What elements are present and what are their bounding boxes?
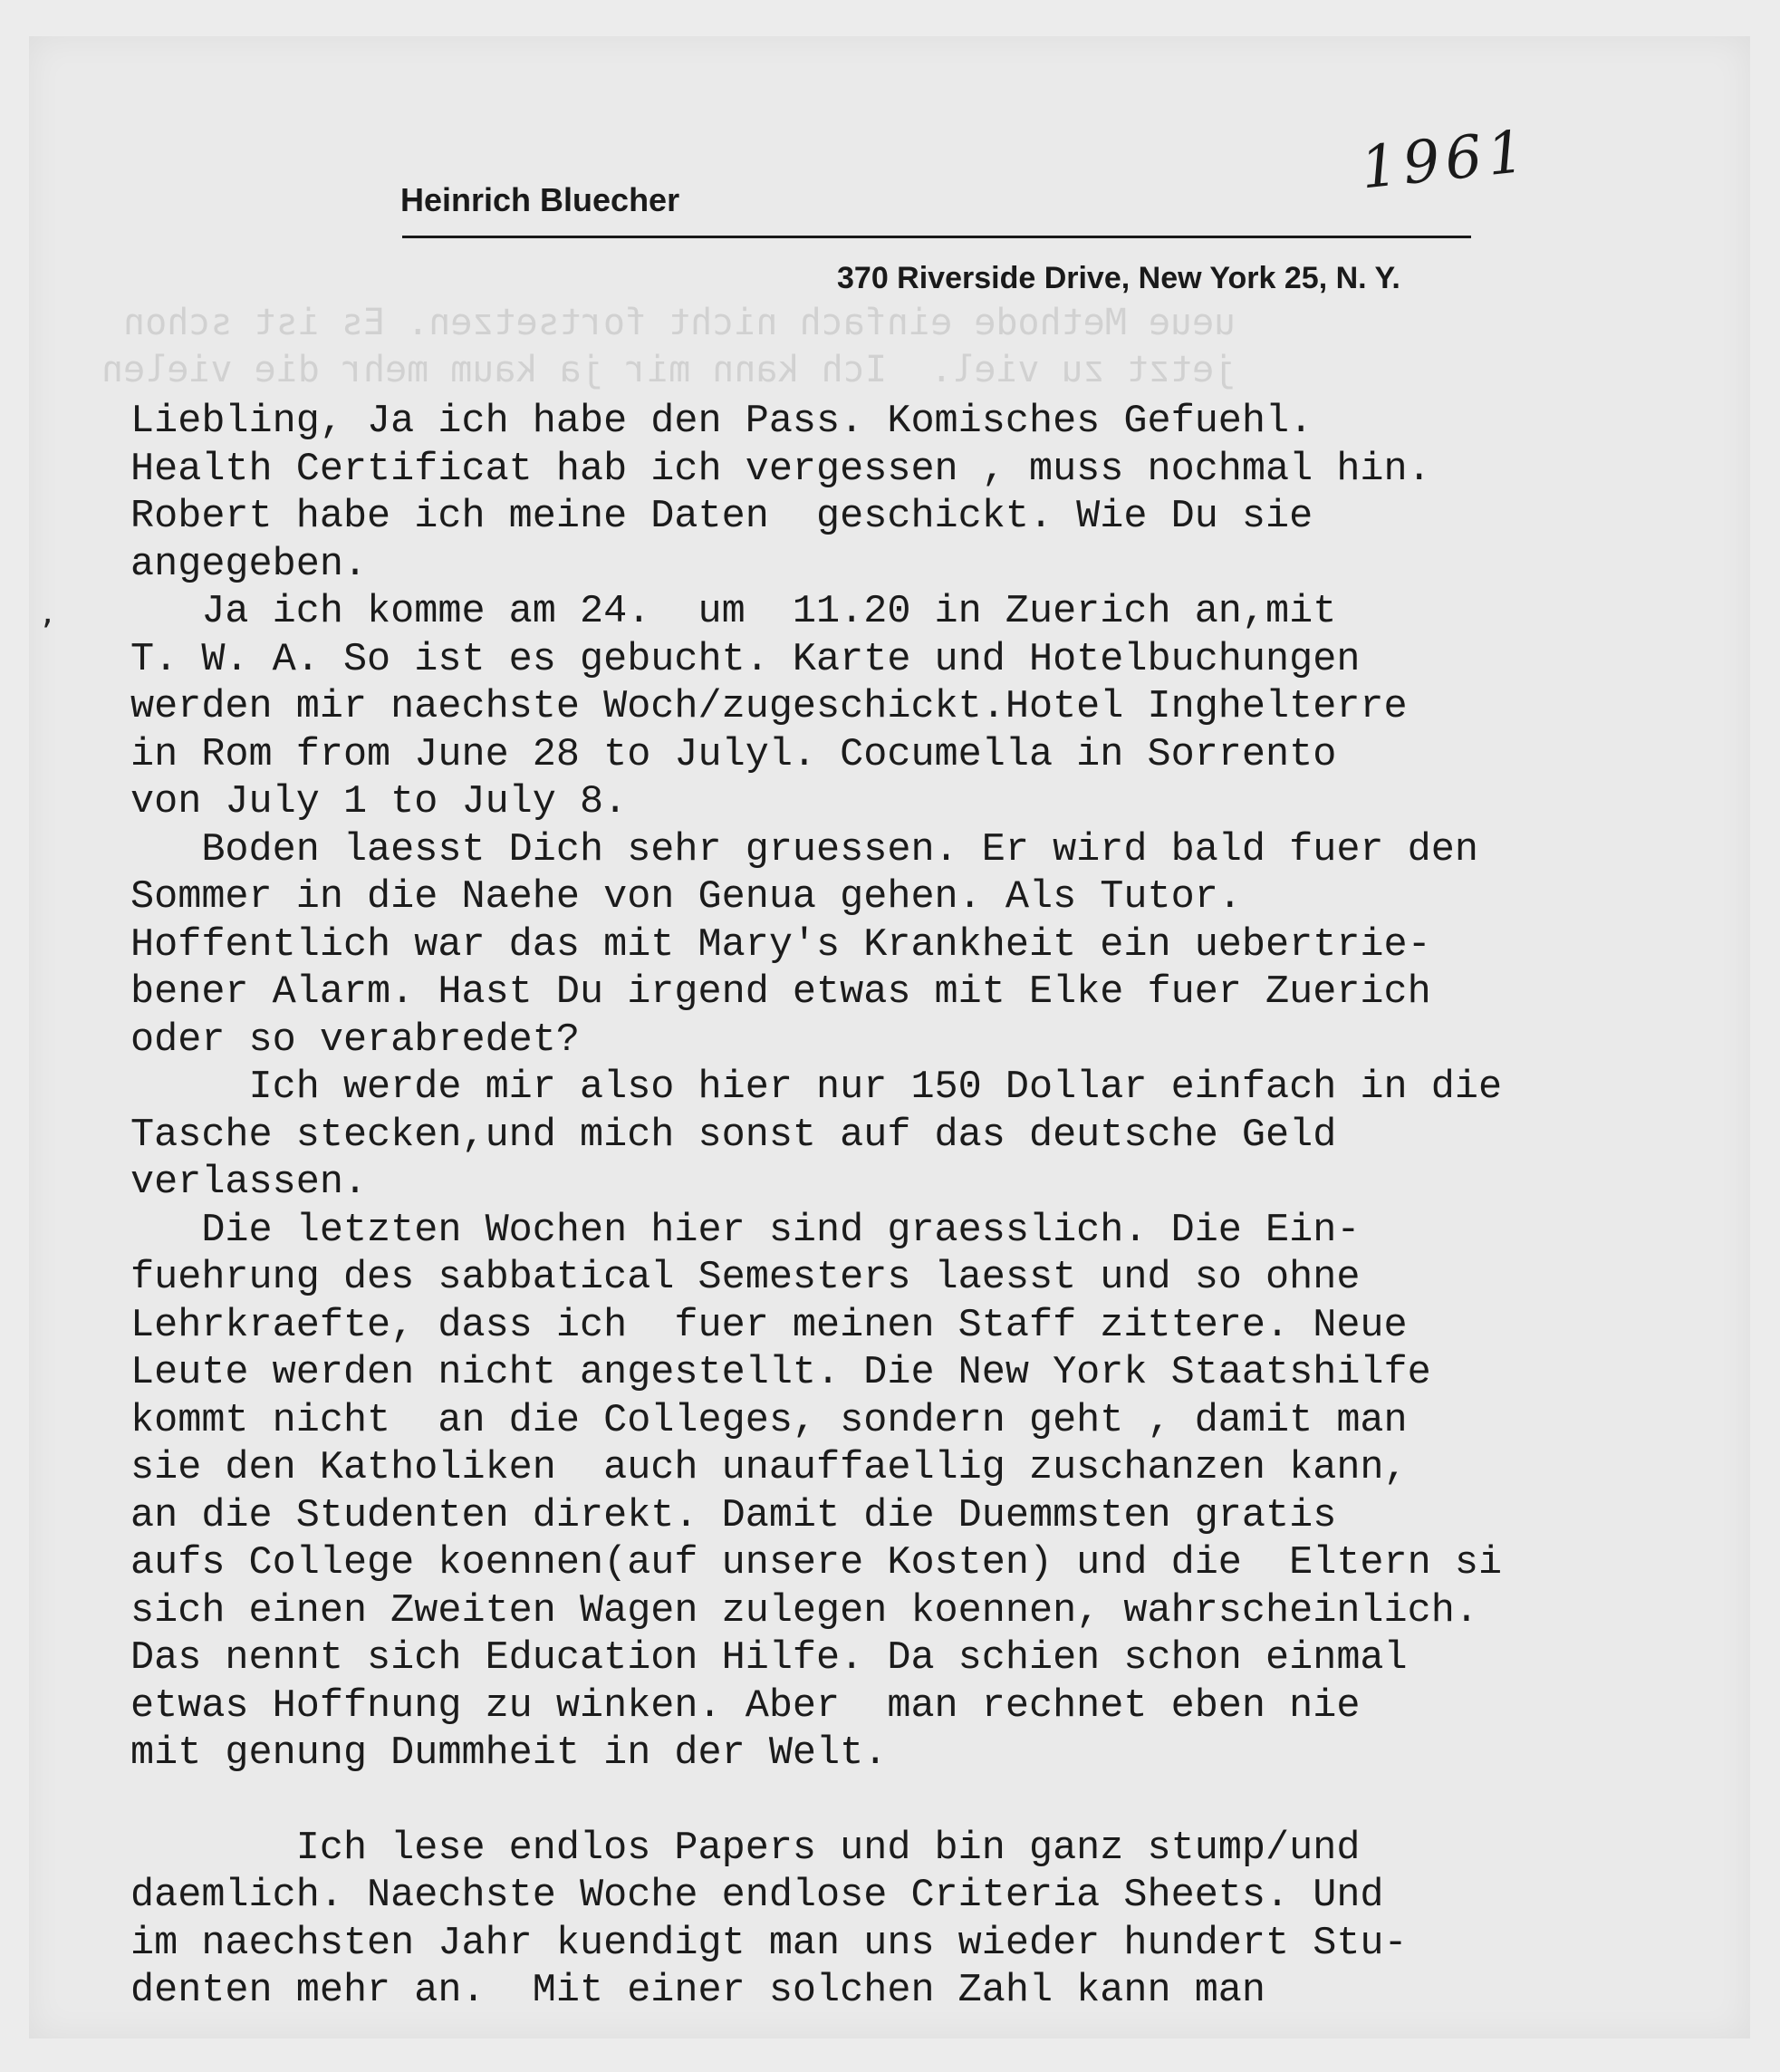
- letter-line: Sommer in die Naehe von Genua gehen. Als Tutor.: [130, 875, 1242, 920]
- letter-line: Robert habe ich meine Daten geschickt. Wie Du sie: [130, 495, 1313, 539]
- letter-line: mit genung Dummheit in der Welt.: [130, 1731, 888, 1776]
- letter-line: Ja ich komme am 24. um 11.20 in Zuerich an,mit: [130, 590, 1337, 634]
- letter-line: sich einen Zweiten Wagen zulegen koennen, wahrscheinlich.: [130, 1588, 1478, 1634]
- paragraph-gap: [130, 1778, 1779, 1826]
- letter-body: [130, 399, 1779, 2016]
- show-through-text: ueue Methode einfach nicht fortsetzen. Es ist schon jetzt zu viel. Ich kann mir ja kaum mehr die vielen: [101, 302, 1236, 390]
- letter-line: Ich lese endlos Papers und bin ganz stump/und: [130, 1826, 1361, 1871]
- letter-page: [29, 36, 1750, 2038]
- letterhead-address: 370 Riverside Drive, New York 25, N. Y.: [837, 261, 1400, 295]
- letter-line: im naechsten Jahr kuendigt man uns wieder hundert Stu-: [130, 1921, 1408, 1966]
- letter-line: denten mehr an. Mit einer solchen Zahl kann man: [130, 1969, 1266, 2013]
- letter-line: fuehrung des sabbatical Semesters laesst und so ohne: [130, 1256, 1361, 1300]
- tick-mark-icon: ,: [42, 591, 53, 632]
- letter-line: Die letzten Wochen hier sind graesslich. Die Ein-: [130, 1208, 1361, 1253]
- letter-line: Leute werden nicht angestellt. Die New York Staatshilfe: [130, 1351, 1431, 1395]
- letter-line: aufs College koennen(auf unsere Kosten) und die Eltern si: [130, 1541, 1503, 1585]
- handwritten-year: 1961: [1357, 118, 1534, 203]
- letter-line: von July 1 to July 8.: [130, 780, 628, 824]
- letterhead-name: Heinrich Bluecher: [400, 181, 680, 218]
- letter-line: Health Certificat hab ich vergessen , muss nochmal hin.: [130, 447, 1431, 492]
- letter-line: an die Studenten direkt. Damit die Duemmsten gratis: [130, 1493, 1337, 1538]
- letter-line: sie den Katholiken auch unauffaellig zuschanzen kann,: [130, 1446, 1408, 1490]
- letter-line: Tasche stecken,und mich sonst auf das deutsche Geld: [130, 1113, 1337, 1158]
- letter-line: verlassen.: [130, 1161, 368, 1205]
- letter-line: Das nennt sich Education Hilfe. Da schien schon einmal: [130, 1636, 1408, 1681]
- letter-line: etwas Hoffnung zu winken. Aber man rechnet eben nie: [130, 1683, 1361, 1729]
- letter-line: Lehrkraefte, dass ich fuer meinen Staff zittere. Neue: [130, 1303, 1408, 1348]
- letter-line: T. W. A. So ist es gebucht. Karte und Hotelbuchungen: [130, 637, 1361, 682]
- letter-line: oder so verabredet?: [130, 1017, 580, 1063]
- letter-line: Hoffentlich war das mit Mary's Krankheit ein uebertrie-: [130, 922, 1431, 968]
- letter-line: werden mir naechste Woch/zugeschickt.Hotel Inghelterre: [130, 685, 1408, 729]
- letter-line: kommt nicht an die Colleges, sondern geht , damit man: [130, 1398, 1408, 1443]
- letter-line: daemlich. Naechste Woche endlose Criteria Sheets. Und: [130, 1874, 1384, 1918]
- letterhead-rule: [402, 236, 1471, 238]
- letter-line: in Rom from June 28 to Julyl. Cocumella in Sorrento: [130, 732, 1337, 777]
- letter-line: Liebling, Ja ich habe den Pass. Komisches Gefuehl.: [130, 400, 1313, 444]
- letter-line: Ich werde mir also hier nur 150 Dollar einfach in die: [130, 1065, 1503, 1110]
- letter-line: bener Alarm. Hast Du irgend etwas mit Elke fuer Zuerich: [130, 970, 1431, 1015]
- letter-line: Boden laesst Dich sehr gruessen. Er wird bald fuer den: [130, 827, 1478, 872]
- letter-line: angegeben.: [130, 542, 368, 587]
